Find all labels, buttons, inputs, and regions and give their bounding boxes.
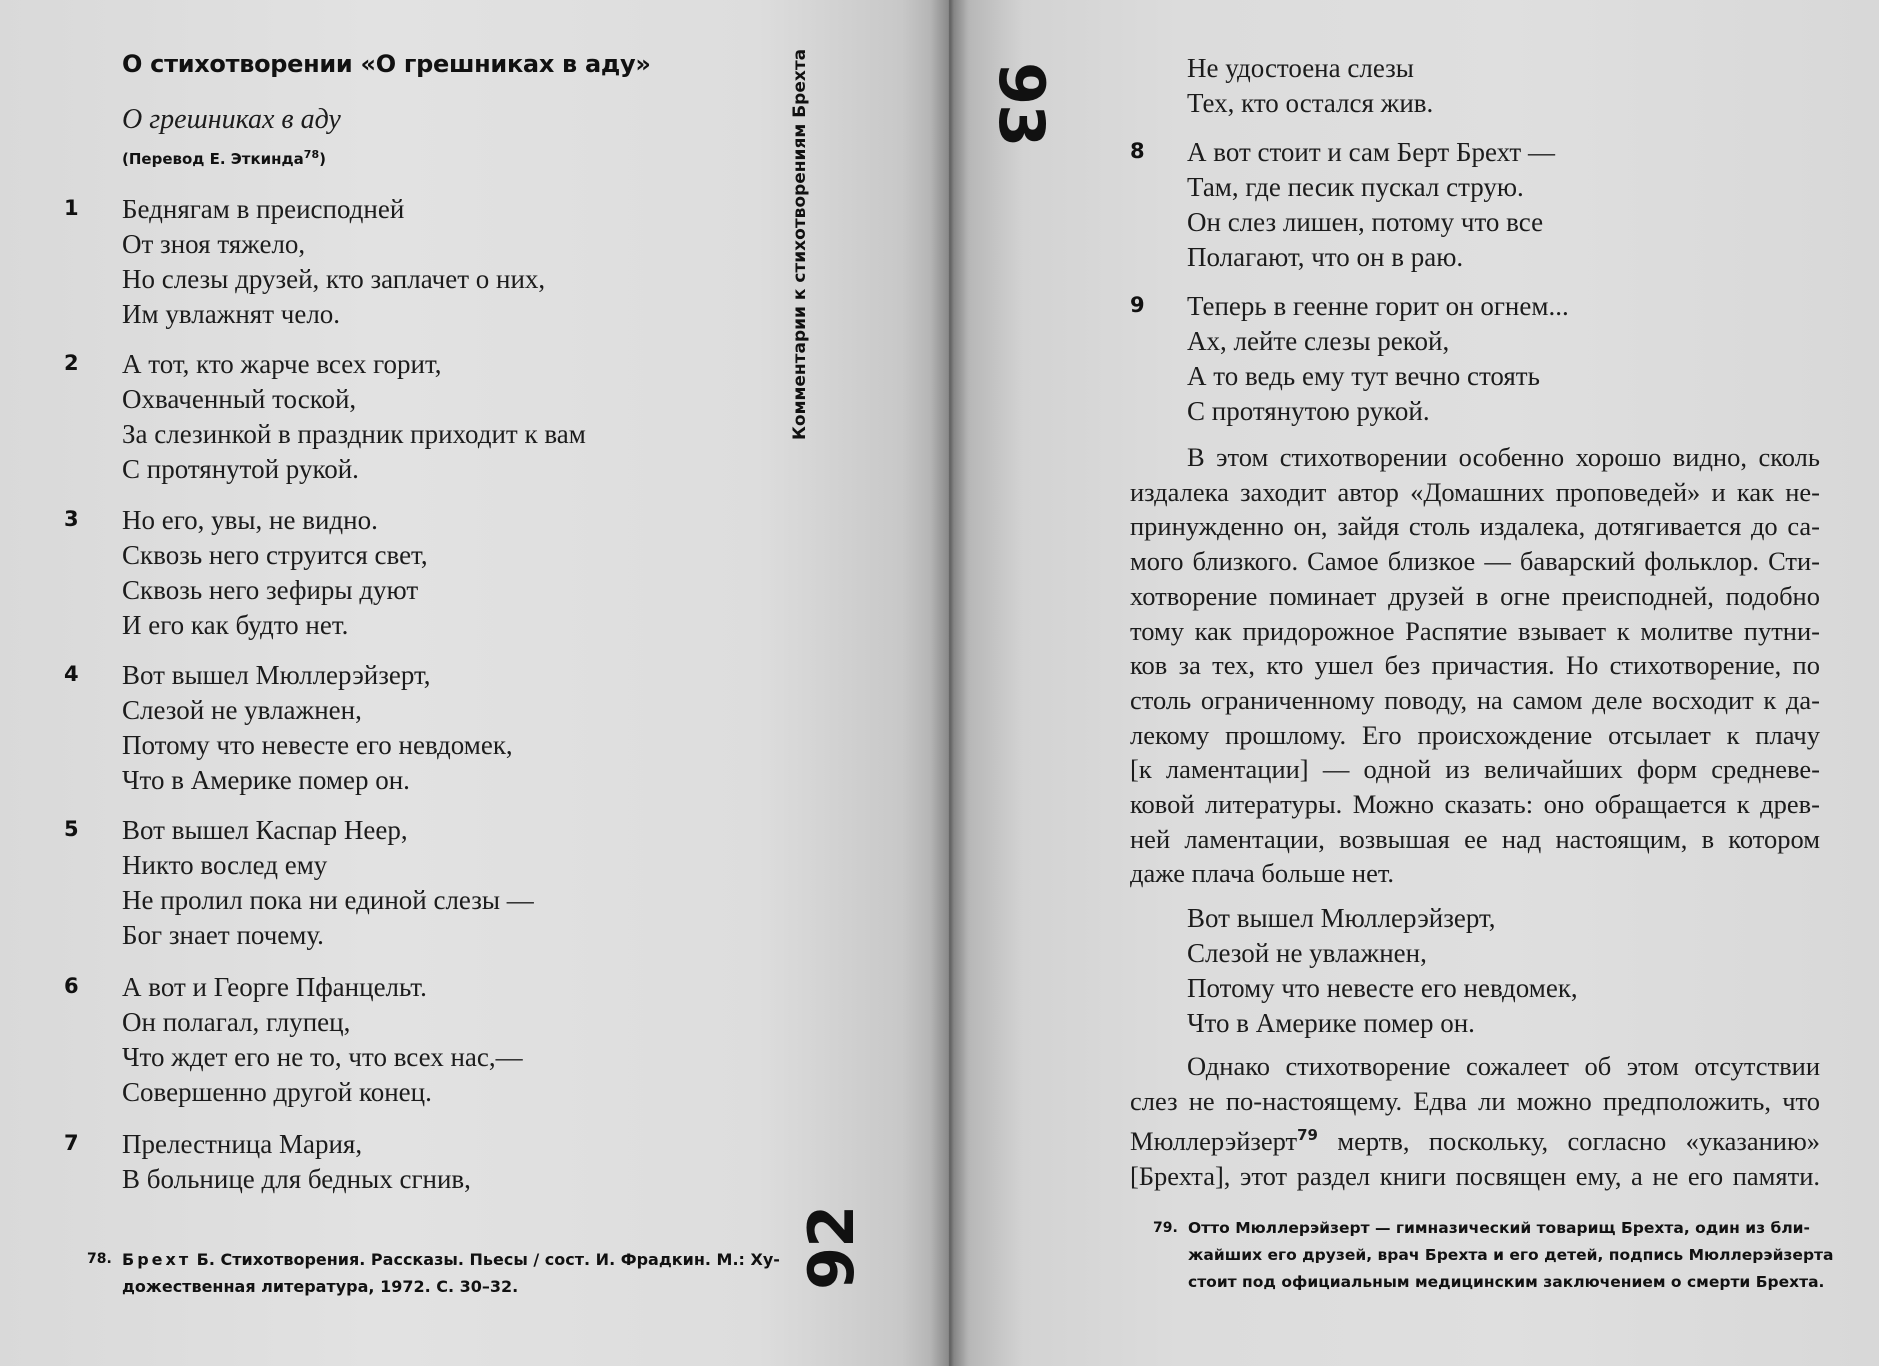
verse-line: Ах, лейте слезы рекой, <box>1187 326 1450 356</box>
stanza <box>64 970 523 1110</box>
verse-line: Теперь в геенне горит он огнем... <box>1187 291 1569 321</box>
stanza-continuation <box>1187 51 1433 121</box>
verse-line: Он слез лишен, потому что все <box>1187 207 1544 237</box>
section-title: О стихотворении «О грешниках в аду» <box>122 50 651 78</box>
verse-line: С протянутой рукой. <box>122 454 359 484</box>
stanza-number: 9 <box>1130 293 1145 317</box>
body-paragraph: Однако стихотворение сожалеет об этом отсутствии слез не по-настоящему. Едва ли можно предположить, что Мюллерэйзерт$^{79}$ мертв, поскольку, согласно «указанию» [Брехта], этот раздел книги посвящен ему, а не его памяти. <box>1130 1051 1820 1191</box>
verse-line: А вот и Георге Пфанцельт. <box>122 972 427 1002</box>
footnote-ref: 78 <box>303 148 320 161</box>
page-number-left: 92 <box>795 1205 868 1290</box>
stanza-number: 4 <box>64 662 79 686</box>
verse-line: Потому что невесте его невдомек, <box>1187 973 1578 1003</box>
running-head: Комментарии к стихотворениям Брехта <box>790 48 810 440</box>
verse-line: Но его, увы, не видно. <box>122 505 378 535</box>
stanza <box>64 347 586 487</box>
footnote-number: 78. <box>87 1251 112 1267</box>
verse-line: Слезой не увлажнен, <box>122 695 362 725</box>
verse-line: А вот стоит и сам Берт Брехт — <box>1187 137 1555 167</box>
verse-line: Совершенно другой конец. <box>122 1077 432 1107</box>
verse-line: За слезинкой в праздник приходит к вам <box>122 419 586 449</box>
verse-line: И его как будто нет. <box>122 610 349 640</box>
verse-line: От зноя тяжело, <box>122 229 306 259</box>
verse-line: А то ведь ему тут вечно стоять <box>1187 361 1540 391</box>
stanza <box>64 813 534 953</box>
verse-line: Сквозь него струится свет, <box>122 540 428 570</box>
verse-line: Что в Америке помер он. <box>122 765 410 795</box>
book-gutter <box>930 0 970 1366</box>
stanza-number: 8 <box>1130 139 1145 163</box>
stanza-number: 6 <box>64 974 79 998</box>
stanza <box>1130 289 1569 429</box>
stanza-number: 2 <box>64 351 79 375</box>
stanza-number: 1 <box>64 196 79 220</box>
verse-line: Полагают, что он в раю. <box>1187 242 1464 272</box>
verse-line: Но слезы друзей, кто заплачет о них, <box>122 264 546 294</box>
stanza <box>64 1127 471 1197</box>
verse-line: Им увлажнят чело. <box>122 299 341 329</box>
verse-line: Прелестница Мария, <box>122 1129 363 1159</box>
verse-line: Сквозь него зефиры дуют <box>122 575 419 605</box>
verse-line: Вот вышел Каспар Неер, <box>122 815 408 845</box>
verse-line: Потому что невесте его невдомек, <box>122 730 513 760</box>
verse-line: Слезой не увлажнен, <box>1187 938 1427 968</box>
verse-line: Что в Америке помер он. <box>1187 1008 1475 1038</box>
verse-line: Вот вышел Мюллерэйзерт, <box>1187 903 1496 933</box>
verse-line: Что ждет его не то, что всех нас,— <box>122 1042 523 1072</box>
stanza <box>64 192 546 332</box>
stanza-number: 3 <box>64 507 79 531</box>
verse-line: Вот вышел Мюллерэйзерт, <box>122 660 431 690</box>
translator-credit: (Перевод Е. Эткинда$^{78}$) <box>122 148 326 168</box>
stanza <box>64 503 428 643</box>
footnote-number: 79. <box>1153 1220 1178 1236</box>
footnote-78: 78. Брехт Б. Стихотворения. Рассказы. Пьесы / сост. И. Фрадкин. М.: Ху- дожественная литература, 1972. С. 30–32. <box>122 1246 772 1300</box>
footnote-79: 79. Отто Мюллерэйзерт — гимназический товарищ Брехта, один из бли- жайших его друзей, врач Брехта и его детей, подпись Мюллерэйзерта стоит под официальным медицинским заключением о смерти Брехта. <box>1188 1215 1823 1296</box>
footnote-author: Брехт <box>122 1250 192 1269</box>
verse-line: Беднягам в преисподней <box>122 194 405 224</box>
stanza <box>64 658 513 798</box>
verse-line: С протянутою рукой. <box>1187 396 1430 426</box>
verse-line: Там, где песик пускал струю. <box>1187 172 1524 202</box>
verse-line: В больнице для бедных сгнив, <box>122 1164 471 1194</box>
stanza-number: 7 <box>64 1131 79 1155</box>
verse-line: Бог знает почему. <box>122 920 324 950</box>
footnote-ref: 79 <box>1297 1126 1318 1145</box>
verse-line: Не удостоена слезы <box>1187 53 1414 83</box>
stanza <box>1130 135 1555 275</box>
verse-line: Он полагал, глупец, <box>122 1007 351 1037</box>
page-number-right: 93 <box>985 62 1058 147</box>
verse-line: А тот, кто жарче всех горит, <box>122 349 442 379</box>
body-paragraph: В этом стихотворении особенно хорошо видно, сколь издалека заходит автор «Домашних проповедей» и как не- принужденно он, зайдя столь издалека, дотягивается до са- мого близкого. Самое близкое — баварский фольклор. Сти- хотворение поминает друзей в огне преисподней, подобно тому как придорожное Распятие взывает к молитве путни- ков за тех, кто ушел без причастия. Но стихотворение, по столь ограниченному поводу, на самом деле восходит к да- лекому прошлому. Его происхождение отсылает к плачу [к ламентации] — одной из величайших форм средневе- ковой литературы. Можно сказать: оно обращается к древ- ней ламентации, возвышая ее над настоящим, в котором даже плача больше нет. <box>1130 442 1820 889</box>
verse-line: Не пролил пока ни единой слезы — <box>122 885 534 915</box>
verse-line: Охваченный тоской, <box>122 384 357 414</box>
stanza-number: 5 <box>64 817 79 841</box>
verse-line: Тех, кто остался жив. <box>1187 88 1434 118</box>
verse-line: Никто вослед ему <box>122 850 328 880</box>
poem-title: О грешниках в аду <box>122 104 341 135</box>
quoted-stanza <box>1187 901 1578 1041</box>
